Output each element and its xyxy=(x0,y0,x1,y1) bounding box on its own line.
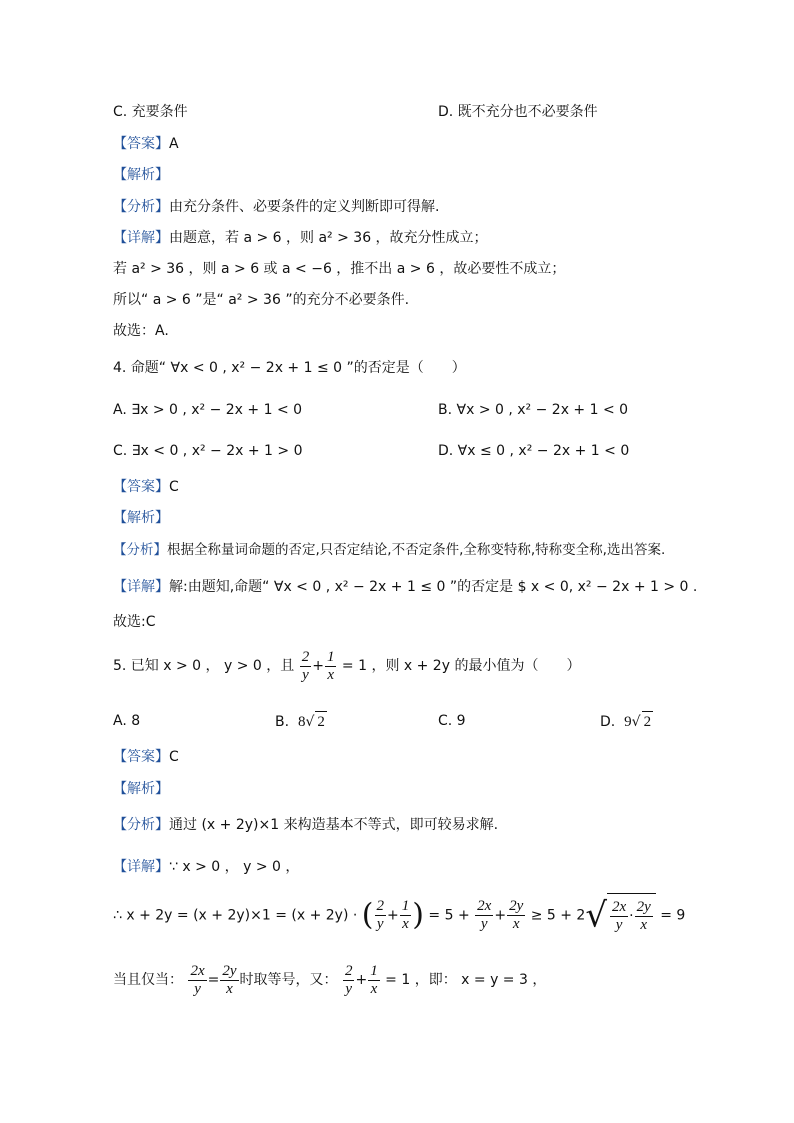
q3-jiexi-tag: 【解析】 xyxy=(113,167,169,183)
q4-conclusion: 故选:C xyxy=(113,614,156,630)
answer-tag: 【答案】 xyxy=(113,136,169,152)
frac-2y-x: $\frac{2y}{x}$ xyxy=(222,962,237,997)
frac-1-x: $\frac{1}{x}$ xyxy=(401,898,410,932)
eq-end: = 9 xyxy=(660,907,686,924)
q3-analysis xyxy=(113,197,439,217)
fraction-2-over-y: $\frac{2}{y}$ xyxy=(301,648,310,683)
q5-option-a: A. 8 xyxy=(113,713,141,729)
fraction-1-over-x: $\frac{1}{x}$ xyxy=(326,648,335,683)
q3-detail-3: 所以“ a > 6 ”是“ a² > 36 ”的充分不必要条件. xyxy=(113,292,410,308)
analysis-text: 通过 (x + 2y)×1 来构造基本不等式，即可较易求解. xyxy=(169,817,499,833)
frac-2-y: $\frac{2}{y}$ xyxy=(344,962,353,997)
frac-1-x: $\frac{1}{x}$ xyxy=(370,962,378,997)
analysis-tag: 【分析】 xyxy=(113,542,167,558)
q5-option-b: B. 8√ 2 xyxy=(275,711,327,732)
q5-equality-condition: 当且仅当： $\frac{2x}{y}$ = $\frac{2y}{x}$ 时取等号，又： $\frac{2}{y}$ + $\frac{1}{x}$ = 1 ，即： x = y = 3 ， xyxy=(113,962,547,997)
sqrt-product: $\frac{2x}{y}$ · $\frac{2y}{x}$ xyxy=(607,893,656,938)
analysis-text: 由充分条件、必要条件的定义判断即可得解. xyxy=(169,199,440,215)
q4-detail xyxy=(113,577,697,597)
detail-tag: 【详解】 xyxy=(113,579,169,595)
frac-2-y: $\frac{2}{y}$ xyxy=(376,898,385,932)
q3-conclusion: 故选：A. xyxy=(113,323,169,339)
q5-main-equation: ∴ x + 2y = (x + 2y)×1 = (x + 2y) · ( $\frac{2}{y}$ + $\frac{1}{x}$ ) = 5 + $\frac{2x}{y}$ + $\frac{2y}{x}$ ≥ 5 + 2√ $\frac{2x}{y}$ · $\frac{2y}{x}$ = 9 xyxy=(113,893,685,938)
q3-option-d: D. 既不充分也不必要条件 xyxy=(438,104,598,120)
detail-text: ∵ x > 0 ， y > 0 ， xyxy=(169,859,300,875)
cond-mid: 时取等号，又： xyxy=(239,972,338,988)
detail-text: 解:由题知,命题“ ∀x < 0 , x² − 2x + 1 ≤ 0 ”的否定是 $ x < 0, x² − 2x + 1 > 0 . xyxy=(169,579,698,595)
q5-jiexi-tag: 【解析】 xyxy=(113,781,169,797)
q5-analysis xyxy=(113,815,498,835)
q5-option-d: D. 9√ 2 xyxy=(600,711,653,732)
frac-2y-x: $\frac{2y}{x}$ xyxy=(509,898,524,932)
q4-option-a: A. ∃x > 0 , x² − 2x + 1 < 0 xyxy=(113,402,303,418)
q5-answer xyxy=(113,747,179,767)
analysis-tag: 【分析】 xyxy=(113,199,169,215)
q3-option-c: C. 充要条件 xyxy=(113,104,188,120)
analysis-text: 根据全称量词命题的否定,只否定结论,不否定条件,全称变特称,特称变全称,选出答案. xyxy=(167,542,666,558)
cond-end: = 1 ，即： x = y = 3 ， xyxy=(385,972,547,988)
q5-option-c: C. 9 xyxy=(438,713,466,729)
frac-2x-y: $\frac{2x}{y}$ xyxy=(190,962,205,997)
stem-plus: + xyxy=(312,658,324,674)
detail-tag: 【详解】 xyxy=(113,230,169,246)
q4-stem: 4. 命题“ ∀x < 0 , x² − 2x + 1 ≤ 0 ”的否定是（ ） xyxy=(113,360,466,376)
answer-value: C xyxy=(169,749,179,765)
answer-value: A xyxy=(169,136,179,152)
eq-after: = 5 + xyxy=(428,907,470,924)
stem-pre: 5. 已知 x > 0 ， y > 0 ，且 xyxy=(113,658,295,674)
q4-answer xyxy=(113,477,179,497)
q4-option-b: B. ∀x > 0 , x² − 2x + 1 < 0 xyxy=(438,402,629,418)
sqrt-2: 2 xyxy=(315,711,327,732)
detail-tag: 【详解】 xyxy=(113,859,169,875)
answer-tag: 【答案】 xyxy=(113,749,169,765)
answer-value: C xyxy=(169,479,179,495)
q4-jiexi-tag: 【解析】 xyxy=(113,510,169,526)
eq-lhs: ∴ x + 2y = (x + 2y)×1 = (x + 2y) · xyxy=(113,907,358,924)
q3-answer xyxy=(113,134,179,154)
cond-pre: 当且仅当： xyxy=(113,972,183,988)
q3-detail-2: 若 a² > 36 ，则 a > 6 或 a < −6 ，推不出 a > 6 ，故必要性不成立； xyxy=(113,261,566,277)
stem-mid: = 1 ，则 x + 2y 的最小值为（ ） xyxy=(341,658,581,674)
eq-ge: ≥ 5 + 2 xyxy=(530,907,586,924)
detail-text: 由题意，若 a > 6 ，则 a² > 36 ，故充分性成立； xyxy=(169,230,488,246)
q5-detail-1 xyxy=(113,857,299,877)
answer-tag: 【答案】 xyxy=(113,479,169,495)
analysis-tag: 【分析】 xyxy=(113,817,169,833)
sqrt-2: 2 xyxy=(642,711,654,732)
q4-option-c: C. ∃x < 0 , x² − 2x + 1 > 0 xyxy=(113,443,303,459)
q3-detail-1 xyxy=(113,228,488,248)
q4-analysis xyxy=(113,540,665,560)
q5-stem xyxy=(113,648,580,684)
frac-2x-y: $\frac{2x}{y}$ xyxy=(477,898,492,932)
q4-option-d: D. ∀x ≤ 0 , x² − 2x + 1 < 0 xyxy=(438,443,630,459)
